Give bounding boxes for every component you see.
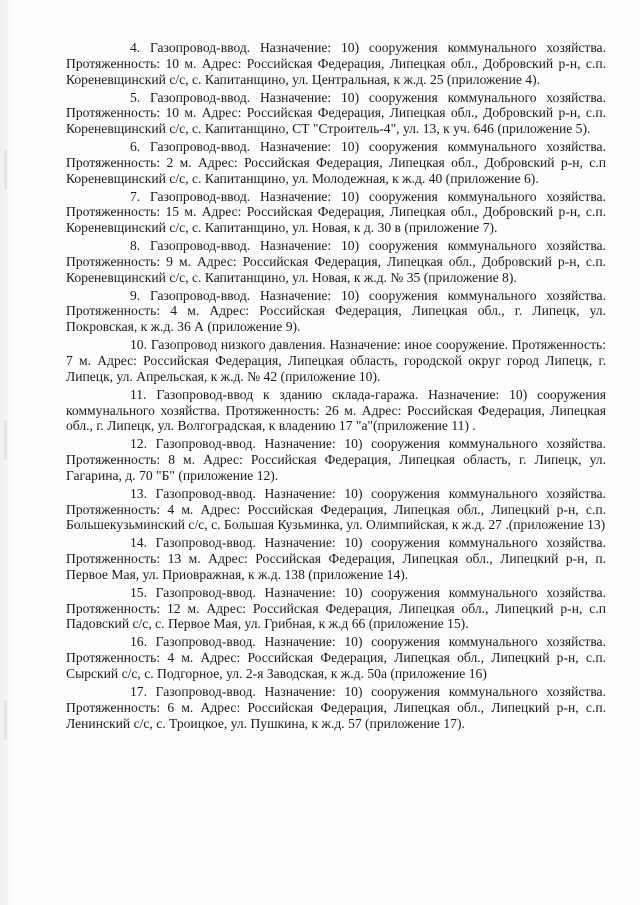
item-text: Газопровод-ввод. Назначение: 10) сооружения коммунального хозяйства. Протяженность: 2 м. Адрес: Российская Федерация, Липецкая обл., Добровский р-н, с.п Кореневщинский с/с, с. Капитанщино, ул. Молодежная, к ж.д. 40 (приложение 6).: [66, 139, 606, 186]
item-text: Газопровод-ввод. Назначение: 10) сооружения коммунального хозяйства. Протяженность: 4 м. Адрес: Российская Федерация, Липецкая обл., Липецкий р-н, с.п. Большекузьминский с/с, с. Большая Кузьминка, ул. Олимпийская, к ж.д. 27 .(приложение 13): [66, 485, 606, 533]
item-text: Газопровод-ввод к зданию склада-гаража. Назначение: 10) сооружения коммунального хозяйства. Протяженность: 26 м. Адрес: Российская Федерация, Липецкая обл., г. Липецк, ул. Волгоградская, к владению 17 "а"(приложение 11) .: [66, 386, 607, 434]
list-item: [66, 634, 606, 682]
item-number: 16.: [130, 634, 147, 650]
list-item: [66, 585, 606, 633]
scan-edge-mark: [4, 150, 7, 190]
list-item: [66, 684, 606, 732]
scan-left-edge: [0, 0, 14, 905]
item-text: Газопровод-ввод. Назначение: 10) сооружения коммунального хозяйства. Протяженность: 13 м. Адрес: Российская Федерация, Липецкая обл., Липецкий р-н, п. Первое Мая, ул. Приовражная, к ж.д. 138 (приложение 14).: [66, 535, 606, 582]
list-item: [66, 436, 606, 484]
item-number: 8.: [130, 238, 141, 254]
list-item: [66, 90, 606, 138]
item-text: Газопровод-ввод. Назначение: 10) сооружения коммунального хозяйства. Протяженность: 10 м. Адрес: Российская Федерация, Липецкая обл., Добровский р-н, с.п. Кореневщинский с/с, с. Капитанщино, СТ "Строитель-4", ул. 13, к уч. 646 (приложение 5).: [66, 89, 606, 137]
scan-edge-mark: [4, 420, 7, 460]
scan-edge-mark: [4, 700, 7, 740]
item-text: Газопровод-ввод. Назначение: 10) сооружения коммунального хозяйства. Протяженность: 15 м. Адрес: Российская Федерация, Липецкая обл., Добровский р-н, с.п. Кореневщинский с/с, с. Капитанщино, ул. Новая, к д. 30 в (приложение 7).: [66, 188, 606, 236]
list-item: [66, 238, 606, 286]
list-item: [66, 337, 606, 385]
list-item: [66, 139, 606, 187]
item-number: 4.: [130, 40, 141, 55]
item-number: 12.: [130, 436, 147, 452]
item-text: Газопровод низкого давления. Назначение: иное сооружение. Протяженность: 7 м. Адрес: Российская Федерация, Липецкая область, городской округ город Липецк, г. Липецк, ул. Апрельская, к ж.д. № 42 (приложение 10).: [66, 337, 606, 384]
item-text: Газопровод-ввод. Назначение: 10) сооружения коммунального хозяйства. Протяженность: 9 м. Адрес: Российская Федерация, Липецкая обл., Добровский р-н, с.п. Кореневщинский с/с, с. Капитанщино, ул. Новая, к ж.д. № 35 (приложение 8).: [66, 238, 606, 285]
list-item: [66, 486, 606, 534]
item-text: Газопровод-ввод. Назначение: 10) сооружения коммунального хозяйства. Протяженность: 8 м. Адрес: Российская Федерация, Липецкая область, г. Липецк, ул. Гагарина, д. 70 "Б" (приложение 12).: [66, 436, 606, 483]
item-number: 13.: [130, 485, 147, 501]
item-number: 11.: [130, 386, 147, 402]
item-number: 5.: [130, 89, 141, 105]
item-text: Газопровод-ввод. Назначение: 10) сооружения коммунального хозяйства. Протяженность: 12 м. Адрес: Российская Федерация, Липецкая обл., Липецкий р-н, с.п Падовский с/с, с. Первое Мая, ул. Грибная, к ж.д 66 (приложение 15).: [66, 584, 606, 632]
item-number: 14.: [130, 535, 147, 551]
item-text: Газопровод-ввод. Назначение: 10) сооружения коммунального хозяйства. Протяженность: 10 м. Адрес: Российская Федерация, Липецкая обл., Добровский р-н, с.п. Кореневщинский с/с, с. Капитанщино, ул. Центральная, к ж.д. 25 (приложение 4).: [66, 40, 606, 87]
item-text: Газопровод-ввод. Назначение: 10) сооружения коммунального хозяйства. Протяженность: 4 м. Адрес: Российская Федерация, Липецкая обл., Липецкий р-н, с.п. Сырский с/с, с. Подгорное, ул. 2-я Заводская, к ж.д. 50а (приложение 16): [66, 634, 606, 681]
list-item: [66, 288, 606, 336]
list-item: [66, 40, 606, 88]
item-text: Газопровод-ввод. Назначение: 10) сооружения коммунального хозяйства. Протяженность: 4 м. Адрес: Российская Федерация, Липецкая обл., г. Липецк, ул. Покровская, к ж.д. 36 А (приложение 9).: [66, 287, 606, 335]
list-item: [66, 189, 606, 237]
list-item: [66, 387, 606, 435]
list-item: [66, 535, 606, 583]
item-number: 10.: [130, 337, 147, 353]
document-body: [66, 40, 606, 733]
item-number: 17.: [130, 683, 147, 699]
item-number: 7.: [130, 188, 141, 204]
item-text: Газопровод-ввод. Назначение: 10) сооружения коммунального хозяйства. Протяженность: 6 м. Адрес: Российская Федерация, Липецкая обл., Липецкий р-н, с.п. Ленинский с/с, с. Троицкое, ул. Пушкина, к ж.д. 57 (приложение 17).: [66, 683, 606, 731]
item-number: 15.: [130, 584, 147, 600]
item-number: 9.: [130, 287, 141, 303]
item-number: 6.: [130, 139, 141, 155]
